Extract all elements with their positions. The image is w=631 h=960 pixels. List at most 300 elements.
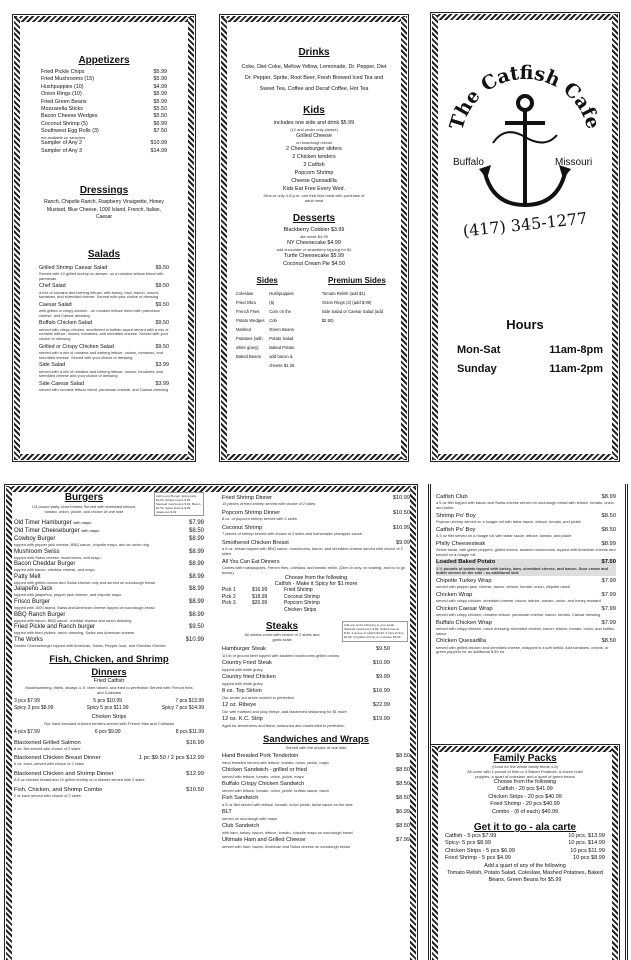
hours-row bbox=[457, 360, 603, 379]
appetizer-item-label: Bacon Cheese Wedges bbox=[41, 113, 98, 120]
logo-name: The Catfish Cafe bbox=[445, 61, 605, 133]
kids-list bbox=[222, 132, 406, 185]
appetizers-panel bbox=[12, 14, 196, 462]
steak-item-label: Hamburger Steak bbox=[222, 646, 266, 653]
appetizer-item bbox=[41, 148, 167, 155]
salad-desc: Served with 10 grilled shrimp on skewer, on a romaine lettuce blend with parmesan bbox=[39, 270, 164, 281]
sandwich-item-price: $8.50 bbox=[396, 795, 410, 802]
burger-price: $9.50 bbox=[188, 624, 204, 631]
burger-label: Jalapeño Jack bbox=[14, 586, 53, 593]
burger-name bbox=[14, 519, 91, 527]
appetizer-item-price: $5.99 bbox=[153, 98, 167, 105]
steak-desc: topped with white gravy bbox=[222, 666, 263, 672]
appetizer-item-label: Hushpuppies (10) bbox=[41, 83, 84, 90]
strips-prices bbox=[14, 729, 204, 736]
dessert-item bbox=[262, 239, 366, 247]
sandwich-desc: with ham, turkey, bacon, lettuce, tomato, chipotle mayo on sourdough bread bbox=[222, 829, 353, 835]
logo-state: Missouri bbox=[555, 157, 593, 168]
right-item-price: $8.50 bbox=[601, 638, 616, 645]
pick-cell: Fried Shrimp bbox=[284, 587, 313, 594]
burger-name bbox=[14, 527, 99, 535]
family-item: Chicken Strips - 20 pcs $40.99 bbox=[488, 793, 562, 800]
steak-item-price: $16.99 bbox=[372, 688, 390, 695]
burger-with: with mayo bbox=[73, 520, 92, 525]
fcs-desc: 2 of each served with choice of 2 sides bbox=[14, 792, 81, 798]
desserts-heading: Desserts bbox=[292, 213, 336, 224]
fcs-desc: 8 oz. filet served with choice of 2 sides bbox=[14, 745, 81, 751]
togo-row bbox=[445, 855, 605, 862]
sandwich-desc: served with ham, bacon, American and Swiss cheese on sourdough bread bbox=[222, 843, 350, 849]
steak-item-label: 8 oz. Top Sirloin bbox=[222, 688, 262, 695]
catfish-price: Spicy 5 pcs $11.99 bbox=[86, 704, 129, 711]
mid-desc: 7 pieces of shrimp served with choice of 2 sides and homemade pineapple sauce bbox=[222, 531, 362, 537]
family-choose: Choose from the following bbox=[493, 779, 557, 785]
sandwich-item-label: BLT bbox=[222, 809, 232, 816]
kids-item: 2 Cheeseburger sliders bbox=[286, 146, 342, 152]
burger-item bbox=[14, 519, 204, 527]
catfish-price-row bbox=[14, 705, 204, 712]
togo-row-label: Spicy- 5 pcs $8.99 bbox=[445, 840, 492, 847]
togo-row bbox=[445, 848, 605, 855]
appetizer-item bbox=[41, 113, 167, 120]
appetizer-item-label: Southwest Egg Rolls (3) bbox=[41, 128, 99, 135]
kids-free-note: Dine-in only 4-8 p.m. one free kids meal with purchase of adult meal bbox=[263, 193, 365, 203]
fcs-item-price: 1 pc $9.50 / 2 pcs $12.99 bbox=[138, 755, 204, 762]
sandwich-desc: a 5 oz filet served with lettuce, tomato, onion pickle, tartar sauce on the side bbox=[222, 801, 353, 807]
right-desc: served with crispy chicken, shredded cheese, bacon, lettuce, tomato, onion, and honey mustard bbox=[436, 598, 601, 604]
burger-price: $7.99 bbox=[188, 520, 204, 526]
appetizer-item-price: $5.99 bbox=[153, 91, 167, 98]
sandwich-item-label: Ultimate Ham and Grilled Cheese bbox=[222, 837, 306, 844]
appetizer-item-label: Fried Pickle Chips bbox=[41, 69, 85, 75]
salad-desc: served with a mix of romaine and iceberg lettuce, onions, tomatoes, and shredded cheese and your choice of dressing bbox=[39, 368, 163, 379]
pick-cell: Chicken Strips bbox=[284, 606, 317, 613]
premium-side-item: Side Salad or Caesar Salad (add $2.50) bbox=[321, 309, 384, 323]
right-item-label: Chicken Caesar Wrap bbox=[436, 605, 493, 612]
right-desc: Sirloin steak, with green peppers, grilled onions, sauteed mushrooms, topped with American cheese and served on a hoagie roll bbox=[436, 547, 616, 557]
premium-side-item: Onion Rings (3) (add $.99) bbox=[321, 300, 372, 305]
sandwich-desc: served on sourdough with mayo bbox=[222, 815, 278, 821]
dessert-item bbox=[262, 260, 366, 268]
right-item-price: $8.50 bbox=[601, 526, 616, 533]
steak-desc: topped with white gravy bbox=[222, 680, 263, 686]
right-item-label: Loaded Baked Potato bbox=[436, 559, 496, 566]
steak-item-label: 12 oz. K.C. Strip bbox=[222, 716, 263, 723]
togo-quart: Add a quart of any of the following bbox=[484, 862, 566, 869]
right-desc: served with pepper jack, cheese, bacon, lettuce, tomato, onion, chipotle ranch bbox=[436, 584, 571, 590]
burgers-sub: 1/3 pound patty, char-broiled Served with shredded lettuce, tomato, onion, pickle, and choice of one side bbox=[31, 504, 137, 514]
salad-item-price: $3.99 bbox=[155, 362, 169, 369]
family-heading: Family Packs bbox=[493, 753, 557, 764]
sandwich-item-label: Fish Sandwich bbox=[222, 795, 259, 802]
burger-addons: Add to any Burger: Extra patty $2.99, Grilled onions $.99, Sauteed mushrooms $.99, Bacon $1.50, Swiss cheese $.99, Jalapenos $.99 bbox=[154, 492, 204, 516]
salad-item-label: Side Salad bbox=[39, 362, 66, 369]
hours-heading: Hours bbox=[506, 317, 544, 332]
appetizer-item-price: $5.99 bbox=[153, 76, 167, 83]
side-item: Hushpuppies (5) bbox=[269, 291, 294, 305]
sandwich-desc: hand breaded served with lettuce, tomato, onion, pickle, mayo bbox=[222, 759, 329, 765]
burger-price: $8.99 bbox=[188, 598, 204, 605]
strips-price: 6 pcs $9.99 bbox=[94, 729, 121, 736]
appetizer-item-price: $10.99 bbox=[150, 140, 167, 147]
sandwich-item-price: $8.50 bbox=[396, 781, 410, 788]
fcs-item-label: Blackened Chicken and Shrimp Dinner bbox=[14, 771, 114, 778]
catfish-price: 7 pcs $13.99 bbox=[175, 698, 204, 705]
dessert-name: NY Cheesecake bbox=[287, 240, 326, 246]
kids-item: Popcorn Shrimp bbox=[294, 170, 334, 176]
steak-item-label: 12 oz. Ribeye bbox=[222, 702, 257, 709]
right-item-price: $8.99 bbox=[601, 540, 616, 547]
salad-item-price: $9.50 bbox=[155, 264, 169, 271]
appetizer-item-label: Sampler of Any 3 bbox=[41, 147, 83, 154]
sandwich-desc: served with lettuce, tomato, onion, pickle, mayo bbox=[222, 773, 304, 779]
fcs-item-label: Blackened Grilled Salmon bbox=[14, 739, 81, 746]
side-item: Mashed Potatoes (with white gravy) bbox=[236, 327, 263, 350]
dessert-price: $4.99 bbox=[327, 240, 341, 246]
burgers-list bbox=[14, 519, 204, 648]
burger-label: Old Timer Hamburger bbox=[14, 520, 72, 526]
togo-list bbox=[433, 833, 617, 863]
sides-col2 bbox=[269, 289, 298, 370]
burger-price: $8.99 bbox=[188, 586, 204, 593]
steaks-heading: Steaks bbox=[265, 621, 299, 633]
togo-row-label: Fried Shrimp - 5 pcs $4.99 bbox=[445, 855, 511, 862]
burger-price: $8.99 bbox=[188, 536, 204, 542]
burger-label: BBQ Ranch Burger bbox=[14, 611, 66, 618]
fcs-desc: 6 oz. each, served with choice of 2 sides bbox=[14, 761, 84, 767]
right-item-price: $7.99 bbox=[601, 591, 616, 598]
fcs-list bbox=[14, 739, 204, 798]
sandwich-item-price: $8.50 bbox=[396, 823, 410, 830]
fcs-heading: Fish, Chicken, and Shrimp bbox=[49, 654, 169, 666]
fcs-item-price: $10.50 bbox=[186, 786, 204, 793]
dessert-price: $4.50 bbox=[331, 261, 346, 267]
appetizer-item-price: $6.99 bbox=[153, 120, 167, 127]
fcs-heading-2: Dinners bbox=[91, 667, 127, 679]
burger-label: Frisco Burger bbox=[14, 598, 51, 605]
pick-cell: $16.99 bbox=[252, 587, 268, 594]
right-item-price: $8.99 bbox=[601, 494, 616, 500]
appetizer-item bbox=[41, 91, 167, 98]
right-item-label: Chicken Quesadilla bbox=[436, 638, 486, 645]
hours-day: Sunday bbox=[457, 363, 497, 375]
middle-section bbox=[222, 492, 410, 849]
kids-intro-note: (12 and under only please) bbox=[290, 127, 338, 132]
burger-desc: topped with bacon, BBQ sauce, cheddar cheese and ranch dressing bbox=[14, 617, 132, 623]
steaks-list bbox=[222, 646, 410, 728]
appetizers-list bbox=[15, 66, 193, 155]
sandwich-desc: served with lettuce, tomato, onion, pickle, buffalo sauce, ranch bbox=[222, 787, 330, 793]
catfish-note: Mouthwatering, fillets, always U.S. farm raised, and fried to perfection Served with French fries and Coleslaw bbox=[25, 685, 193, 696]
kids-heading: Kids bbox=[303, 105, 325, 116]
side-item: Potato Wedges bbox=[236, 318, 265, 323]
burger-price: $10.99 bbox=[185, 636, 204, 643]
steak-item-price: $22.99 bbox=[372, 702, 390, 709]
sandwiches-heading: Sandwiches and Wraps bbox=[263, 734, 369, 746]
steak-item-price: $19.99 bbox=[372, 716, 390, 723]
family-item: Catfish - 20 pcs $41.99 bbox=[497, 786, 553, 792]
steak-desc: Our well marbled and juicy ribeye, add blackened seasoning for $1 more bbox=[222, 708, 347, 714]
fcs-item-label: Blackened Chicken Breast Dinner bbox=[14, 755, 101, 762]
drinks-panel bbox=[219, 14, 409, 462]
dessert-item bbox=[262, 252, 366, 260]
drinks-heading: Drinks bbox=[298, 47, 330, 58]
burger-desc: topped with bacon, cheddar cheese, and mayo bbox=[14, 567, 95, 573]
togo-row-price: 10 pcs $11.99 bbox=[570, 847, 605, 854]
burger-desc: topped with fried pickles, ranch dressing, Swiss and American cheese bbox=[14, 630, 135, 636]
salad-item-label: Caesar Salad bbox=[39, 301, 72, 308]
steak-item-price: $9.50 bbox=[376, 646, 390, 653]
kids-item: Grilled Cheese bbox=[296, 133, 332, 139]
pick-cell: Pick 1 bbox=[222, 587, 236, 594]
mid-desc: 10 pieces of fried shrimp served with choice of 2 sides bbox=[222, 501, 316, 507]
aycee-note: Comes with hushpuppies, French fries, coleslaw, and tomato relish. (Dine-In only, no sharing, and no to go boxes) bbox=[222, 565, 406, 575]
dessert-name: Blackberry Cobbler bbox=[283, 227, 330, 233]
strips-price: 4 pcs $7.99 bbox=[14, 729, 40, 736]
sandwich-item-price: $7.99 bbox=[396, 837, 410, 844]
salad-item-label: Side Caesar Salad bbox=[39, 380, 84, 387]
burger-price: $8.99 bbox=[188, 611, 204, 618]
burger-price: $8.99 bbox=[188, 561, 204, 568]
right-desc: 1 ½ pounds of potato topped with turkey, ham, shredded cheese, and bacon. Sour cream and butter served on the side - no additional side bbox=[436, 567, 616, 576]
hours-time: 11am-8pm bbox=[549, 344, 603, 356]
appetizer-item-label: Mozzarella Sticks bbox=[41, 106, 83, 113]
catfish-price: 3 pcs $7.99 bbox=[14, 698, 40, 705]
burgers-heading: Burgers bbox=[64, 492, 104, 503]
catfish-cafe-logo bbox=[433, 33, 617, 233]
logo-city: Buffalo bbox=[453, 157, 484, 168]
right-item-price: $7.99 bbox=[601, 619, 616, 626]
mid-item-price: $10.99 bbox=[392, 495, 410, 501]
fcs-item-price: $12.99 bbox=[186, 771, 204, 778]
catfish-prices bbox=[14, 698, 204, 711]
pick-cell: Coconut Shrimp bbox=[284, 593, 320, 600]
dessert-price: $4.99 bbox=[317, 234, 328, 239]
sandwich-item-label: Club Sandwich bbox=[222, 823, 260, 830]
appetizer-item-price: $5.50 bbox=[153, 113, 167, 120]
strips-price: 8 pcs $11.99 bbox=[175, 729, 204, 736]
burger-desc: topped with pepper jack cheese, BBQ sauce, chipotle mayo, and an onion ring bbox=[14, 542, 149, 547]
logo-panel bbox=[430, 12, 620, 462]
dressings-heading: Dressings bbox=[79, 185, 129, 197]
appetizers-heading: Appetizers bbox=[78, 55, 130, 66]
appetizer-item bbox=[41, 140, 167, 147]
burger-desc: topped with 1000 island, Swiss and American cheese topped on sourdough bread bbox=[14, 604, 155, 610]
catfish-heading: Fried Catfish bbox=[93, 678, 125, 685]
appetizer-item-price: $4.99 bbox=[153, 83, 167, 90]
salad-item-price: $9.50 bbox=[155, 343, 169, 350]
burger-item bbox=[14, 527, 204, 535]
appetizer-item-label: Fried Green Beans bbox=[41, 98, 87, 105]
right-item-price: $7.50 bbox=[601, 559, 616, 566]
appetizer-item bbox=[41, 99, 167, 106]
burger-price: $8.99 bbox=[188, 573, 204, 580]
side-item: Green Beans bbox=[269, 327, 294, 332]
sandwich-item-price: $8.50 bbox=[396, 753, 410, 760]
dessert-note: add chocolate or strawberry topping for $1 bbox=[276, 247, 352, 252]
hours-day: Mon-Sat bbox=[457, 344, 501, 356]
mid-item-label: Fried Shrimp Dinner bbox=[222, 495, 273, 501]
togo-quart-items: Tomato Relish, Potato Salad, Coleslaw, Mashed Potatoes, Baked Beans, Green Beans for $5.99 bbox=[447, 869, 603, 884]
burger-label: Old Timer Cheeseburger bbox=[14, 528, 80, 534]
burger-desc: topped with grilled onions and Swiss cheese only and served on sourdough bread bbox=[14, 579, 155, 585]
salad-item-price: $9.50 bbox=[155, 320, 169, 327]
appetizer-item-label: Coconut Shrimp (5) bbox=[41, 120, 88, 127]
dessert-price: $5.99 bbox=[330, 253, 345, 259]
appetizer-item bbox=[41, 121, 167, 128]
kids-item: 2 Catfish bbox=[303, 162, 325, 168]
side-item: Baked Beans bbox=[236, 354, 261, 359]
salad-item-label: Buffalo Chicken Salad bbox=[39, 320, 92, 327]
pick-cell bbox=[222, 607, 252, 614]
right-item-label: Catfish Po' Boy bbox=[436, 526, 476, 533]
appetizer-item-price: $14.99 bbox=[150, 147, 167, 154]
appetizer-item-label: Onion Rings (10) bbox=[41, 91, 82, 98]
mid-item-label: Coconut Shrimp bbox=[222, 525, 263, 531]
side-item: Coleslaw bbox=[236, 291, 253, 296]
appetizer-item bbox=[41, 84, 167, 91]
middle-list bbox=[222, 495, 410, 557]
togo-row-price: 10 pcs. $14.99 bbox=[568, 840, 605, 847]
burger-desc: topped with Swiss cheese, mushrooms, and mayo bbox=[14, 554, 101, 560]
right-desc: a 5 oz filet topped with bacon and Swiss cheese served on sourdough bread with lettuce, tomato, onion, and pickle bbox=[436, 500, 615, 510]
right-item-label: Shrimp Po' Boy bbox=[436, 512, 476, 519]
side-item: Potato Salad bbox=[269, 336, 294, 341]
togo-row-label: Catfish - 5 pcs $7.99 bbox=[445, 833, 497, 839]
burger-label: Bacon Cheddar Burger bbox=[14, 561, 76, 568]
steak-desc: Our center cut sirloin cooked to perfection bbox=[222, 694, 295, 700]
right-item-label: Buffalo Chicken Wrap bbox=[436, 619, 492, 626]
appetizer-item-label: Fried Mushrooms (15) bbox=[41, 76, 95, 83]
burger-label: Mushroom Swiss bbox=[14, 548, 60, 555]
hours-time: 11am-2pm bbox=[549, 363, 603, 375]
togo-row bbox=[445, 840, 605, 847]
right-item-label: Chipotle Turkey Wrap bbox=[436, 577, 492, 584]
pick-row bbox=[222, 607, 410, 614]
kids-item: 2 Chicken tenders bbox=[292, 154, 336, 160]
kids-item: on sourdough bread bbox=[296, 140, 332, 145]
burger-price: $8.99 bbox=[188, 548, 204, 555]
salad-item-label: Chef Salad bbox=[39, 283, 66, 290]
sandwich-item-price: $8.50 bbox=[396, 767, 410, 774]
steak-desc: 1/3 lb of ground beef topped with sauteed mushrooms grilled onions bbox=[222, 652, 340, 658]
premium-sides-list bbox=[322, 289, 392, 325]
burger-label: Patty Melt bbox=[14, 573, 41, 580]
desserts-list bbox=[222, 224, 406, 270]
mid-desc: 8 oz. of popcorn shrimp served with 2 sides bbox=[222, 516, 297, 522]
pick-cell: Popcorn Shrimp bbox=[284, 600, 320, 607]
burger-label: Cowboy Burger bbox=[14, 536, 56, 542]
family-item: Fried Shrimp - 20 pcs $40.99 bbox=[490, 801, 560, 807]
aycee-heading: All You Can Eat Dinners bbox=[222, 558, 280, 565]
side-item: French Fries bbox=[236, 309, 260, 314]
burger-desc: Double Cheeseburger topped with American, Swiss, Pepper Jack, and Cheddar Cheese bbox=[14, 642, 166, 648]
sides-col1 bbox=[236, 289, 265, 370]
aycee-choose-2: Catfish - Make it Spicy for $1 more bbox=[274, 581, 358, 588]
dessert-name: Turtle Cheesecake bbox=[283, 253, 330, 259]
mid-desc: a 6 oz. breast topped with BBQ sauce, mushrooms, bacon, and shredded cheese served with choice of 2 sides bbox=[222, 546, 403, 556]
pick-cell bbox=[252, 607, 284, 614]
family-sub: (Good for the whole family feeds 4-6) bbox=[492, 764, 558, 769]
pick-list bbox=[222, 587, 410, 613]
steak-addons: Add any of the following to your steak: Sauteed mushrooms $.99, Grilled Onions $.99, 3 pieces of catfish $4.99, 6 fried shrimp $4.99, 10 grilled shrimp on a skewer $5.99 bbox=[342, 621, 408, 642]
steak-item-label: Country fried Chicken bbox=[222, 674, 276, 681]
hours-rows bbox=[457, 341, 603, 379]
burger-desc: topped with jalapeños, pepper jack cheese, and chipotle mayo bbox=[14, 592, 122, 598]
burger-label: Fried Pickle and Ranch burger bbox=[14, 624, 96, 631]
steak-item-label: Country Fried Steak bbox=[222, 660, 272, 667]
fcs-item-label: Fish, Chicken, and Shrimp Combo bbox=[14, 786, 103, 793]
mid-item-price: $10.50 bbox=[392, 510, 410, 516]
togo-row-label: Chicken Strips - 5 pcs $6.99 bbox=[445, 847, 515, 854]
salad-item-price: $9.50 bbox=[155, 283, 169, 290]
catfish-price: 5 pcs $10.99 bbox=[93, 698, 122, 705]
burger-label: The Works bbox=[14, 636, 43, 643]
sandwich-item-label: Buffalo Crispy Chicken Sandwich bbox=[222, 781, 305, 788]
salad-desc: served with crispy chicken, smothered in buffalo sauce served with a mix of romaine lettuce, onions, tomatoes, and shredded cheese. Served with your choice of dressing bbox=[39, 326, 169, 341]
salad-item-label: Grilled Shrimp Caesar Salad bbox=[39, 264, 108, 271]
aycee-choose: Choose from the following bbox=[284, 575, 348, 582]
steak-item-price: $10.99 bbox=[372, 660, 390, 667]
salad-item-label: Grilled or Crispy Chicken Salad bbox=[39, 343, 114, 350]
side-item: Baked Potato add bacon & cheese $1.25 bbox=[269, 345, 295, 368]
right-item-price: $7.99 bbox=[601, 577, 616, 584]
right-desc: served with crispy chicken, ranch dressing, shredded cheese, bacon, lettuce, tomato, onion, and buffalo sauce bbox=[436, 626, 615, 636]
kids-intro: includes one side and drink $5.99 bbox=[273, 120, 355, 126]
premium-sides-heading: Premium Sides bbox=[328, 276, 386, 285]
pick-cell: $18.99 bbox=[252, 593, 268, 600]
sandwich-item-label: Hand Breaded Pork Tenderloin bbox=[222, 753, 299, 760]
sides-heading: Sides bbox=[256, 276, 278, 285]
drinks-text: Coke, Diet Coke, Mellow Yellow, Lemonade, Dr. Pepper, Diet Dr. Pepper, Sprite, Root Beer, Fresh Brewed Iced Tea and Sweet Tea, Coffee and Decaf Coffee, Hot Tea bbox=[241, 64, 387, 92]
catfish-price: Spicy 7 pcs $14.99 bbox=[161, 704, 204, 711]
right-list bbox=[436, 494, 616, 655]
salads-list bbox=[15, 260, 193, 393]
dessert-price: $3.99 bbox=[330, 227, 345, 233]
right-desc: served with crispy chicken, romaine lettuce, parmesan cheese, bacon, tomato, Caesar dressing bbox=[436, 612, 601, 618]
sandwiches-sub: Served with the choice of one side bbox=[285, 745, 347, 751]
salad-desc: served with romaine lettuce blend, parmesan cheese, and Caesar dressing bbox=[39, 387, 169, 393]
burgers-section bbox=[14, 492, 204, 798]
side-item: Corn on the Cob bbox=[269, 309, 292, 323]
salad-item-price: $9.50 bbox=[155, 301, 169, 308]
family-text: All come with 1 pound of fries or 4 Baked Potatoes, a dozen hush puppies, a quart of coleslaw, and a quart of green beans bbox=[467, 769, 583, 779]
appetizer-item-price: $5.50 bbox=[153, 106, 167, 113]
salad-desc: a mix of romaine and iceberg lettuce, with turkey, ham, bacon, onions, tomatoes, and shredded cheese. Served with your choice of dressing bbox=[39, 289, 160, 300]
right-item-price: $7.99 bbox=[601, 605, 616, 612]
salad-item-price: $3.99 bbox=[155, 380, 169, 387]
kids-free: Kids Eat Free Every Wed. bbox=[283, 186, 345, 192]
kids-item: Cheese Quesadilla bbox=[291, 178, 337, 184]
mid-item-label: Smothered Chicken Breast bbox=[222, 540, 289, 546]
steak-item-price: $9.99 bbox=[376, 674, 390, 681]
togo-row-price: 10 pcs $8.99 bbox=[572, 855, 605, 862]
catfish-price: Spicy 3 pcs $8.99 bbox=[14, 704, 54, 711]
salads-heading: Salads bbox=[87, 248, 121, 260]
dessert-name: ala mode bbox=[300, 234, 317, 239]
right-item-label: Chicken Wrap bbox=[436, 591, 473, 598]
steak-desc: Aged for tenderness and flavor, seasoned and charbroiled to perfection bbox=[222, 722, 345, 728]
phone-number: (417) 345-1277 bbox=[461, 208, 589, 241]
burger-with: with mayo bbox=[81, 528, 100, 533]
appetizer-item bbox=[41, 76, 167, 83]
salad-desc: with grilled or crispy chicken - on romaine lettuce blend with parmesan cheese, and Caesar dressing bbox=[39, 308, 160, 318]
strips-heading: Chicken Strips bbox=[91, 714, 127, 721]
family-packs-panel bbox=[430, 744, 620, 960]
mid-item-price: $9.99 bbox=[396, 540, 410, 546]
premium-side-item: Tomato Relish (add $1) bbox=[321, 291, 366, 296]
right-item-label: Philly Cheesesteak bbox=[436, 540, 486, 547]
